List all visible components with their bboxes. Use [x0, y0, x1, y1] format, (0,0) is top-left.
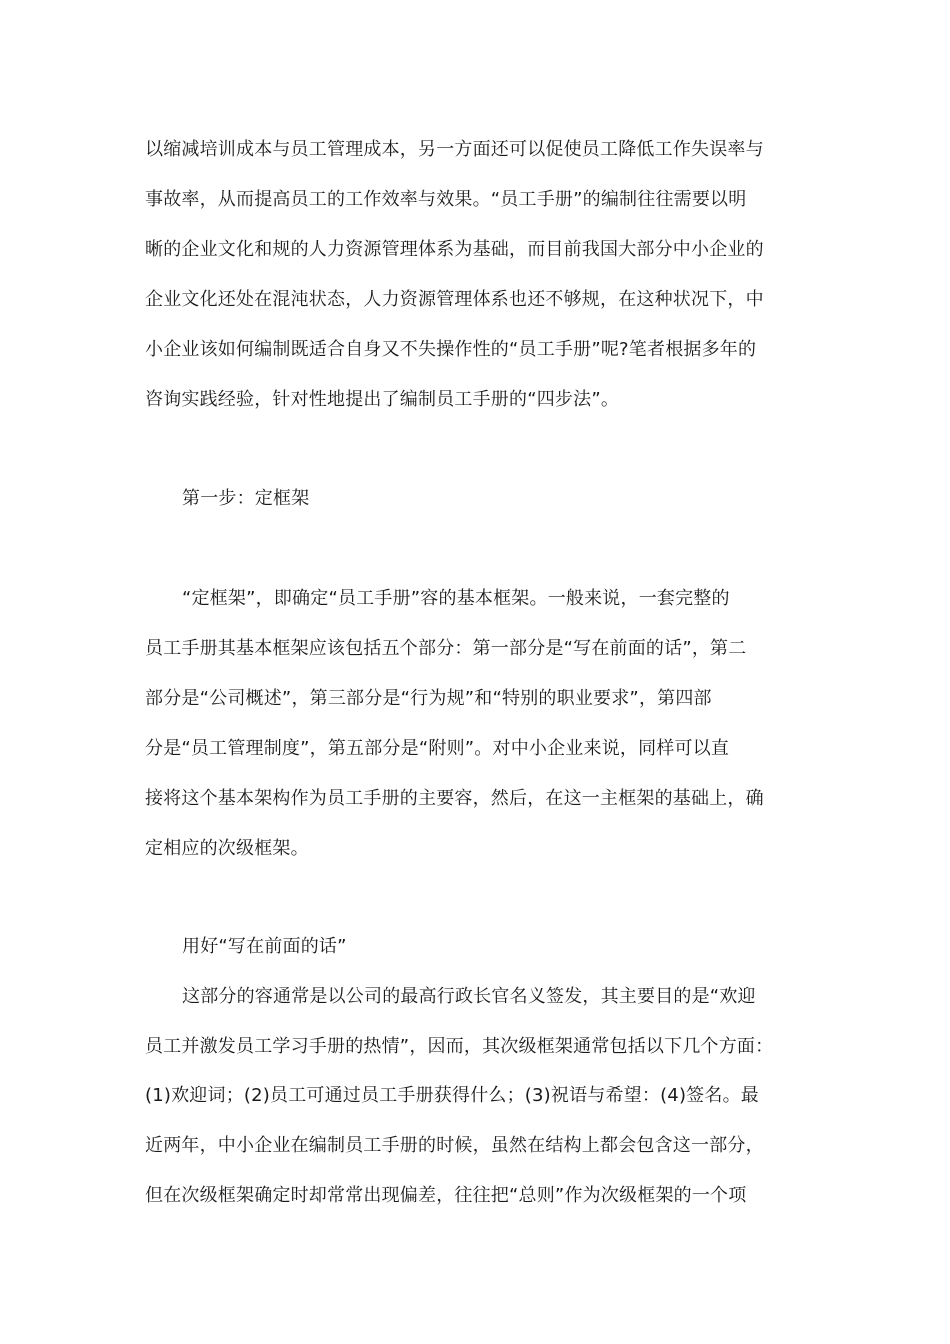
paragraph-line: 员工手册其基本框架应该包括五个部分：第一部分是“写在前面的话”，第二: [145, 638, 747, 659]
paragraph-line: 但在次级框架确定时却常常出现偏差，往往把“总则”作为次级框架的一个项: [145, 1185, 747, 1206]
paragraph-line: 近两年，中小企业在编制员工手册的时候，虽然在结构上都会包含这一部分，: [145, 1135, 764, 1156]
paragraph-line: 以缩减培训成本与员工管理成本，另一方面还可以促使员工降低工作失误率与: [145, 139, 764, 160]
section-heading-step1: 第一步：定框架: [182, 488, 310, 509]
paragraph-line: 接将这个基本架构作为员工手册的主要容，然后，在这一主框架的基础上，确: [145, 788, 764, 809]
paragraph-line: 这部分的容通常是以公司的最高行政长官名义签发，其主要目的是“欢迎: [182, 986, 756, 1007]
paragraph-line: 定相应的次级框架。: [145, 838, 309, 859]
paragraph-line: 事故率，从而提高员工的工作效率与效果。“员工手册”的编制往往需要以明: [145, 189, 747, 210]
paragraph-line: 晰的企业文化和规的人力资源管理体系为基础，而目前我国大部分中小企业的: [145, 239, 764, 260]
paragraph-line: (1)欢迎词；(2)员工可通过员工手册获得什么；(3)祝语与希望：(4)签名。最: [145, 1085, 759, 1106]
section-heading-foreword: 用好“写在前面的话”: [182, 936, 347, 957]
paragraph-line: “定框架”，即确定“员工手册”容的基本框架。一般来说，一套完整的: [182, 588, 730, 609]
paragraph-line: 分是“员工管理制度”，第五部分是“附则”。对中小企业来说，同样可以直: [145, 738, 730, 759]
paragraph-line: 部分是“公司概述”，第三部分是“行为规”和“特别的职业要求”，第四部: [145, 688, 712, 709]
paragraph-line: 员工并激发员工学习手册的热情”，因而，其次级框架通常包括以下几个方面：: [145, 1036, 774, 1057]
paragraph-line: 企业文化还处在混沌状态，人力资源管理体系也还不够规，在这种状况下，中: [145, 289, 764, 310]
paragraph-line: 小企业该如何编制既适合自身又不失操作性的“员工手册”呢?笔者根据多年的: [145, 339, 757, 360]
paragraph-line: 咨询实践经验，针对性地提出了编制员工手册的“四步法”。: [145, 389, 620, 410]
